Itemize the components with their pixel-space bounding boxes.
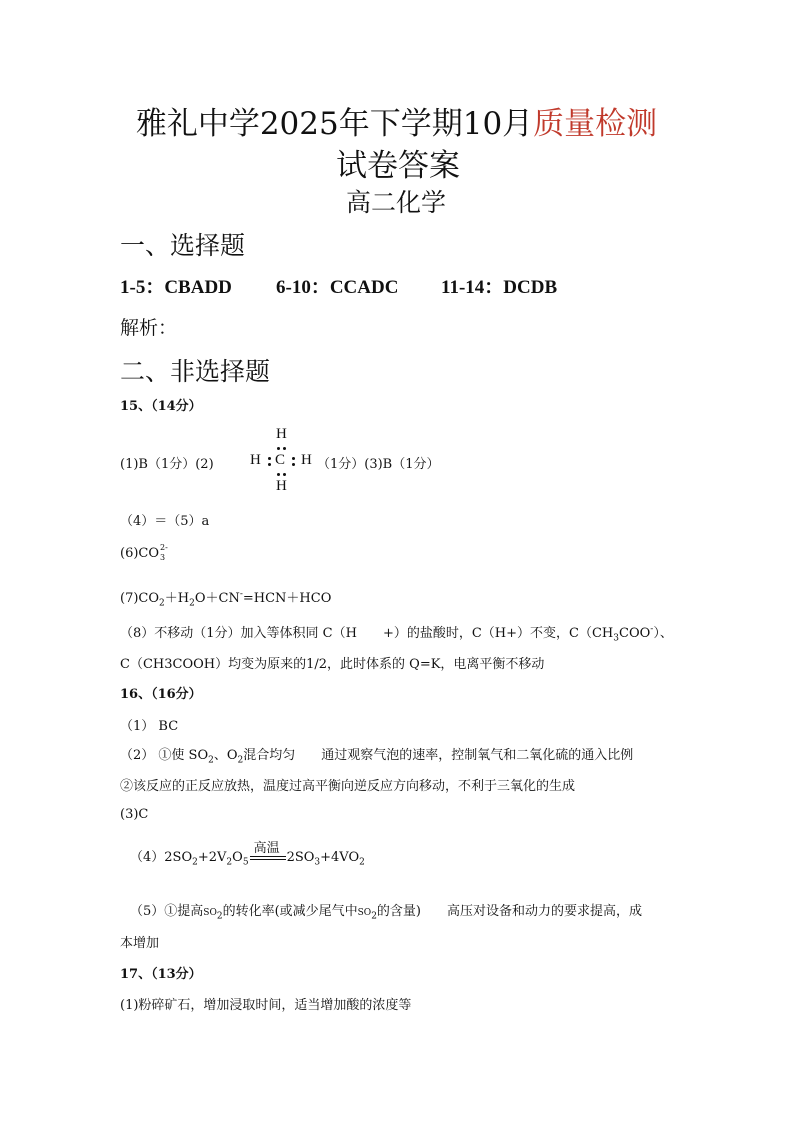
lewis-h-right: H	[301, 452, 312, 468]
electron-dot	[283, 447, 286, 450]
analysis-label: 解析：	[120, 317, 178, 339]
electron-dot	[277, 447, 280, 450]
q16-line3: ②该反应的正反应放热，温度过高平衡向逆反应方向移动，不利于三氧化的生成	[120, 779, 576, 794]
q15-line5: （8）不移动（1分）加入等体积同 C（H +）的盐酸时，C（H+）不变，$C(CH_3COO^-)$、	[120, 624, 673, 644]
title-red: 质量检测	[533, 106, 658, 142]
page-title-line2: 试卷答案	[336, 148, 460, 184]
q16-line6: （5）①提高$SO_2$的转化率(或减少尾气中$SO_2$的含量) 高压对设备和动力的要求提高，成	[130, 904, 643, 922]
q15-line1-b: （1分）(3)B（1分）	[317, 457, 440, 472]
q16-line1: （1） BC	[120, 719, 179, 734]
electron-dot	[292, 463, 295, 466]
answer-group-3: 11-14：DCDB	[441, 277, 558, 298]
q16-line5-equation: $(4)2SO_2+2V_2O_5$ 高温 $2SO_3+4VO_2$	[130, 840, 365, 868]
q15-header: 15、（14分）	[120, 399, 202, 414]
section2-heading: 二、非选择题	[120, 357, 271, 386]
electron-dot	[268, 457, 271, 460]
electron-dot	[292, 457, 295, 460]
section1-heading: 一、选择题	[120, 231, 246, 260]
q15-line6: C（CH3COOH）均变为原来的1/2，此时体系的 Q=K，电离平衡不移动	[120, 657, 545, 672]
q15-line1-a: (1)B（1分）(2)	[120, 457, 214, 472]
page-subtitle: 高二化学	[346, 188, 447, 217]
page-title	[0, 98, 793, 143]
electron-dot	[268, 463, 271, 466]
title-black: 雅礼中学2025年下学期10月	[135, 106, 534, 142]
q16-line4: (3)C	[120, 807, 149, 822]
q16-header: 16、（16分）	[120, 687, 202, 702]
lewis-c-center: C	[275, 452, 286, 468]
electron-dot	[283, 473, 286, 476]
lewis-h-bottom: H	[276, 478, 287, 494]
q16-line7: 本增加	[120, 936, 160, 951]
q15-line3: (6)CO 2- 3	[120, 543, 168, 562]
q15-line2: （4）＝（5）a	[120, 514, 210, 529]
methane-lewis-structure	[246, 426, 316, 496]
answer-group-2: 6-10：CCADC	[276, 277, 399, 298]
lewis-h-left: H	[250, 452, 261, 468]
electron-dot	[277, 473, 280, 476]
q17-line1: (1)粉碎矿石，增加浸取时间，适当增加酸的浓度等	[120, 998, 412, 1013]
lewis-h-top: H	[276, 426, 287, 442]
q15-line4: $(7)CO_2+H_2O+CN^-=HCN+HCO$	[120, 589, 332, 609]
q17-header: 17、（13分）	[120, 967, 202, 982]
answer-group-1: 1-5：CBADD	[120, 277, 232, 298]
q16-line2: （2） ①使 $SO_2$、$O_2$混合均匀 通过观察气泡的速率，控制氧气和二氧化硫的通入比例	[120, 748, 634, 766]
